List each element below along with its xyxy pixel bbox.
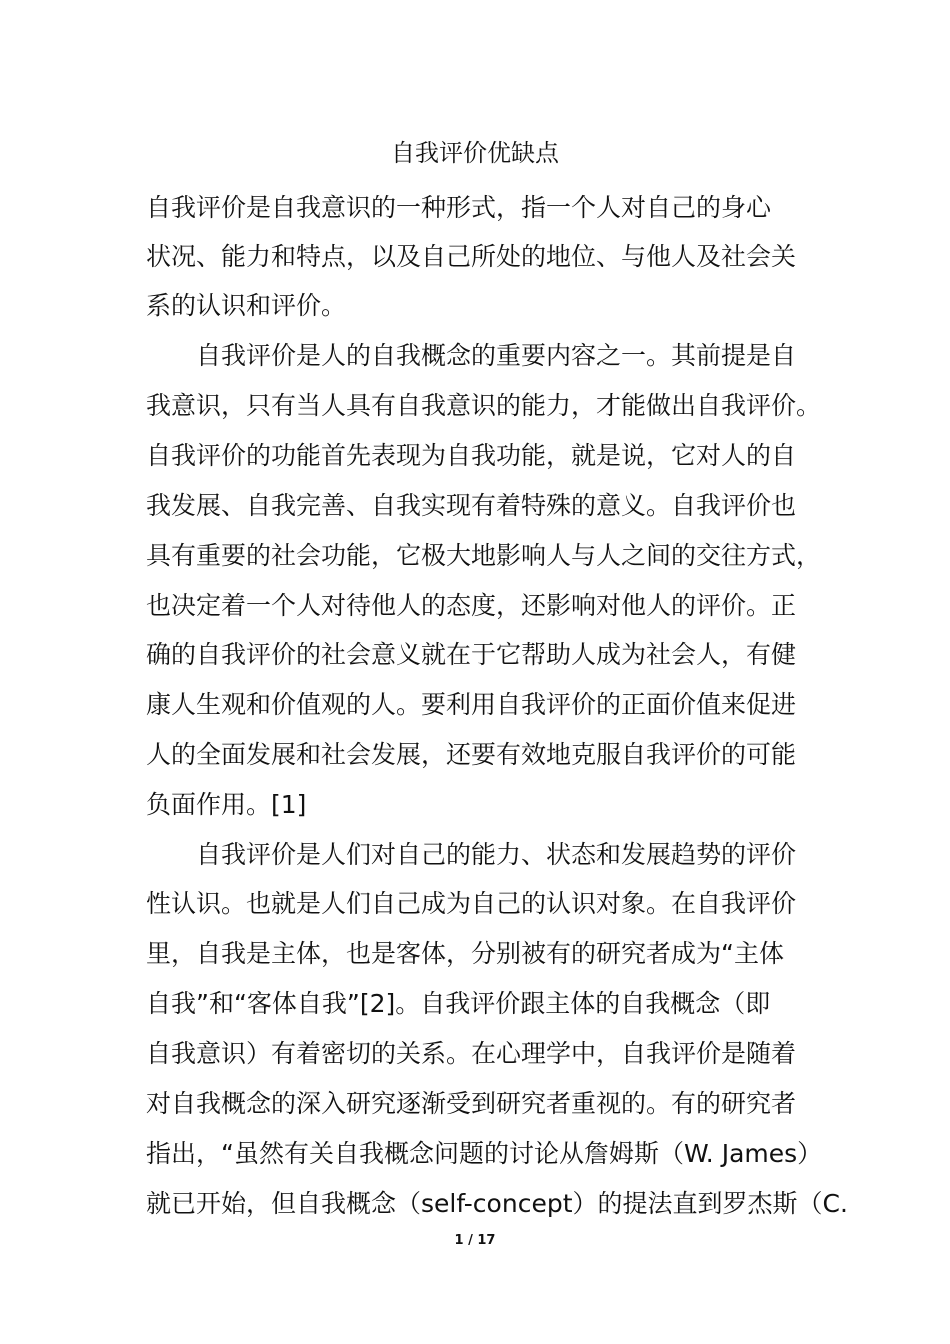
text-line-5: 我意识，只有当人具有自我意识的能力，才能做出自我评价。 [146, 391, 822, 420]
text-line-20: 指出，“虽然有关自我概念问题的讨论从詹姆斯（W. James） [146, 1139, 823, 1168]
text-line-10: 确的自我评价的社会意义就在于它帮助人成为社会人，有健 [146, 640, 797, 669]
text-line-14: 自我评价是人们对自己的能力、状态和发展趋势的评价 [146, 840, 797, 869]
text-line-9: 也决定着一个人对待他人的态度，还影响对他人的评价。正 [146, 591, 797, 620]
text-line-13: 负面作用。[1] [146, 790, 307, 819]
text-line-1: 自我评价是自我意识的一种形式，指一个人对自己的身心 [146, 193, 772, 222]
text-line-17: 自我”和“客体自我”[2]。自我评价跟主体的自我概念（即 [146, 989, 771, 1018]
text-line-11: 康人生观和价值观的人。要利用自我评价的正面价值来促进 [146, 690, 797, 719]
text-line-16: 里，自我是主体，也是客体，分别被有的研究者成为“主体 [146, 939, 784, 968]
text-line-7: 我发展、自我完善、自我实现有着特殊的意义。自我评价也 [146, 491, 797, 520]
text-line-12: 人的全面发展和社会发展，还要有效地克服自我评价的可能 [146, 740, 797, 769]
text-line-19: 对自我概念的深入研究逐渐受到研究者重视的。有的研究者 [146, 1089, 797, 1118]
document-title: 自我评价优缺点 [391, 139, 559, 167]
text-line-21: 就已开始，但自我概念（self-concept）的提法直到罗杰斯（C. [146, 1189, 848, 1218]
text-line-4: 自我评价是人的自我概念的重要内容之一。其前提是自 [146, 341, 797, 370]
text-line-3: 系的认识和评价。 [146, 291, 347, 320]
text-line-8: 具有重要的社会功能，它极大地影响人与人之间的交往方式， [146, 541, 822, 570]
text-line-2: 状况、能力和特点，以及自己所处的地位、与他人及社会关 [146, 242, 797, 271]
text-line-18: 自我意识）有着密切的关系。在心理学中，自我评价是随着 [146, 1039, 797, 1068]
text-line-6: 自我评价的功能首先表现为自我功能，就是说，它对人的自 [146, 441, 797, 470]
text-line-15: 性认识。也就是人们自己成为自己的认识对象。在自我评价 [146, 889, 797, 918]
page-number: 1 / 17 [454, 1233, 496, 1248]
